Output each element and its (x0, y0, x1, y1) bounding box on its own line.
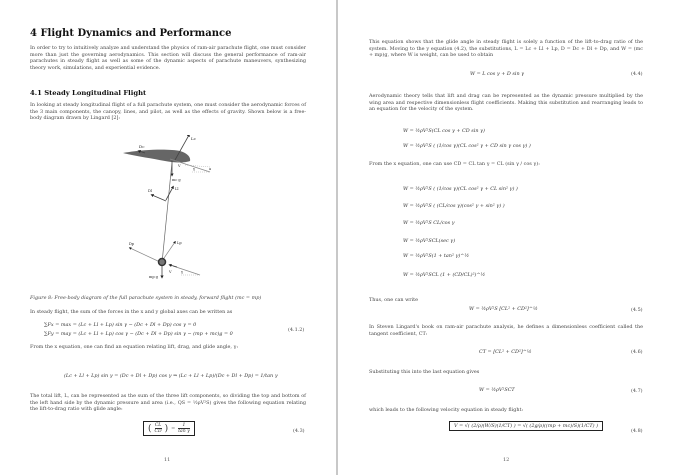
lift-pilot-label: Lp (177, 241, 182, 245)
drag-lines-label: Dl (148, 189, 152, 193)
para-from-x: From the x equation, one can find an equation relating lift, drag, and glide angle, γ: (30, 344, 239, 350)
para-velocity: which leads to the following velocity equation in steady flight: (369, 407, 524, 413)
subsection-paragraph: In looking at steady longitudinal flight of a full parachute system, one must consider the aerodynamic forces of the 3 main components, the canopy, lines, and pilot, as well as the effects of gravity. Shown below is a free-body diagram drawn by Lingard [2]: (30, 102, 306, 121)
eq-chain-b-4: W = ½ρV²SCL(sec γ) (403, 238, 456, 244)
eq-4-7: W = ½ρV²SCT (479, 387, 515, 393)
eq-4-5: W = ½ρV²S [CL² + CD²]^½ (469, 306, 538, 312)
weight-pilot-label: mp g (149, 275, 158, 279)
eq-sum-number: (4.1.2) (288, 327, 305, 333)
lift-canopy-label: Lc (191, 136, 196, 141)
eq-boxed-rhs-num: 1 (182, 423, 186, 428)
lift-lines-label: Ll (175, 187, 179, 191)
figure-caption: Figure 8: Free-body diagram of the full parachute system in steady, forward flight (mc = mp) (30, 295, 262, 301)
weight-canopy-label: mc g (172, 178, 181, 182)
alpha-label: a (209, 167, 212, 171)
intro-paragraph: In order to try to intuitively analyze and understand the physics of ram-air parachute flight, one must consider more than just the governing aerodynamics. This section will discuss the general performance of ram-air parachutes in steady flight as well as some of the dynamic aspects of parachute maneuvers, synthesizing theory work, simulations, and experiential evidence. (30, 45, 306, 71)
suspension-lines (162, 162, 172, 263)
gamma-canopy-label: γ (193, 167, 196, 171)
eq-boxed-denominator: CD (154, 429, 162, 434)
free-body-diagram (115, 135, 215, 280)
eq-4-8-number: (4.8) (631, 428, 643, 434)
drag-pilot-label: Dp (129, 242, 135, 246)
right-page (339, 0, 674, 475)
eq-chain-b-1: W = ½ρV²S ( (1/cos γ)(CL cos² γ + CL sin² γ) ) (403, 186, 518, 192)
eq-chain-b-5: W = ½ρV²S(1 + tan² γ)^½ (403, 253, 470, 259)
para-glide: This equation shows that the glide angle in steady flight is solely a function of the lift-to-drag ratio of the system. Moving to the y equation (4.2), the substitutions, L = Lc + Ll + Lp, D = Dc + Dl + Dp, and W = (mc + mp)g, where W is weight, can be used to obtain (369, 39, 643, 58)
eq-chain-a-1: W = ½ρV²S(CL cos γ + CD sin γ) (403, 128, 485, 134)
para-from-x-right: From the x equation, one can use CD = CL tan γ = CL (sin γ / cos γ): (369, 161, 540, 167)
page-divider (336, 0, 338, 475)
drag-pilot-arrow (130, 248, 160, 262)
eq-sum-x: ∑Fx = max = (Lc + Ll + Lp) sin γ − (Dc + Dl + Dp) cos γ = 0 (44, 322, 197, 328)
drag-canopy-label: Dc (139, 144, 145, 149)
para-thus: Thus, one can write (369, 297, 419, 303)
eq-boxed-numerator: CL (154, 423, 162, 428)
eq-4-4: W = L cos γ + D sin γ (470, 71, 525, 77)
para-sum-forces: In steady flight, the sum of the forces in the x and y global axes can be written as (30, 309, 233, 315)
eq-4-5-number: (4.5) (631, 307, 643, 313)
eq-boxed-lift-drag: ( $\frac{CL}{CD}$ ) = $\frac{1}{\text{tan γ}}$ (143, 421, 195, 436)
para-lingard: In Steven Lingard's book on ram-air parachute analysis, he defines a dimensionless coefficient called the tangent coefficient, CT: (369, 324, 643, 337)
eq-chain-b-3: W = ½ρV²S CL/cos γ (403, 220, 455, 226)
velocity-pilot-arrow (170, 265, 177, 267)
eq-chain-b-6: W = ½ρV²SCL (1 + (CD/CL)²)^½ (403, 272, 486, 278)
subsection-title: 4.1 Steady Longitudinal Flight (30, 89, 147, 97)
para-total-lift: The total lift, L, can be represented as the sum of the three lift components, so dividing the top and bottom of the left hand side by the dynamic pressure and area (i.e., QS = ½ρV²S) gives the following equation relating the lift-to-drag ratio with glide angle: (30, 393, 306, 412)
eq-4-6: CT = [CL² + CD²]^½ (479, 349, 532, 355)
left-page (0, 0, 336, 475)
para-aero: Aerodynamic theory tells that lift and drag can be represented as the dynamic pressure multiplied by the wing area and respective dimensionless flight coefficients. Making this substitution and rearranging leads to an equation for the velocity of the system. (369, 93, 643, 112)
eq-4-6-number: (4.6) (631, 349, 643, 355)
pilot-body (159, 259, 166, 266)
eq-4-7-number: (4.7) (631, 388, 643, 394)
velocity-pilot-label: V (169, 270, 172, 274)
drag-lines-arrow (152, 195, 166, 201)
page-number-left: 11 (164, 457, 171, 463)
eq-chain-b-2: W = ½ρV²S ( (CL/cos γ)(cos² γ + sin² γ) ) (403, 203, 505, 209)
velocity-pilot-line (173, 266, 200, 275)
eq-4-4-number: (4.4) (631, 71, 643, 77)
eq-chain-a-2: W = ½ρV²S ( (1/cos γ)(CL cos² γ + CD sin γ cos γ) ) (403, 143, 531, 149)
eq-sum-y: ∑Fy = may = (Lc + Ll + Lp) cos γ − (Dc + Dl + Dp) sin γ − (mp + mc)g = 0 (44, 331, 233, 337)
eq-boxed-rhs-den: tan γ (178, 429, 190, 434)
para-subst: Substituting this into the last equation gives (369, 369, 480, 375)
velocity-canopy-label: V (178, 164, 181, 168)
eq-relation: (Lc + Ll + Lp) sin γ = (Dc + Dl + Dp) cos γ ⇒ (Lc + Ll + Lp)/(Dc + Dl + Dp) = 1/tan γ (64, 373, 278, 379)
gamma-pilot-label: γ (181, 270, 184, 274)
section-title: 4 Flight Dynamics and Performance (30, 28, 232, 39)
page-number-right: 12 (503, 457, 510, 463)
eq-boxed-number: (4.3) (293, 428, 305, 434)
eq-4-8-boxed: V = √( (2/ρ)(W/S)(1/CT) ) = √( (2g/ρ)((mp + mc)/S)(1/CT) ) (449, 421, 603, 431)
